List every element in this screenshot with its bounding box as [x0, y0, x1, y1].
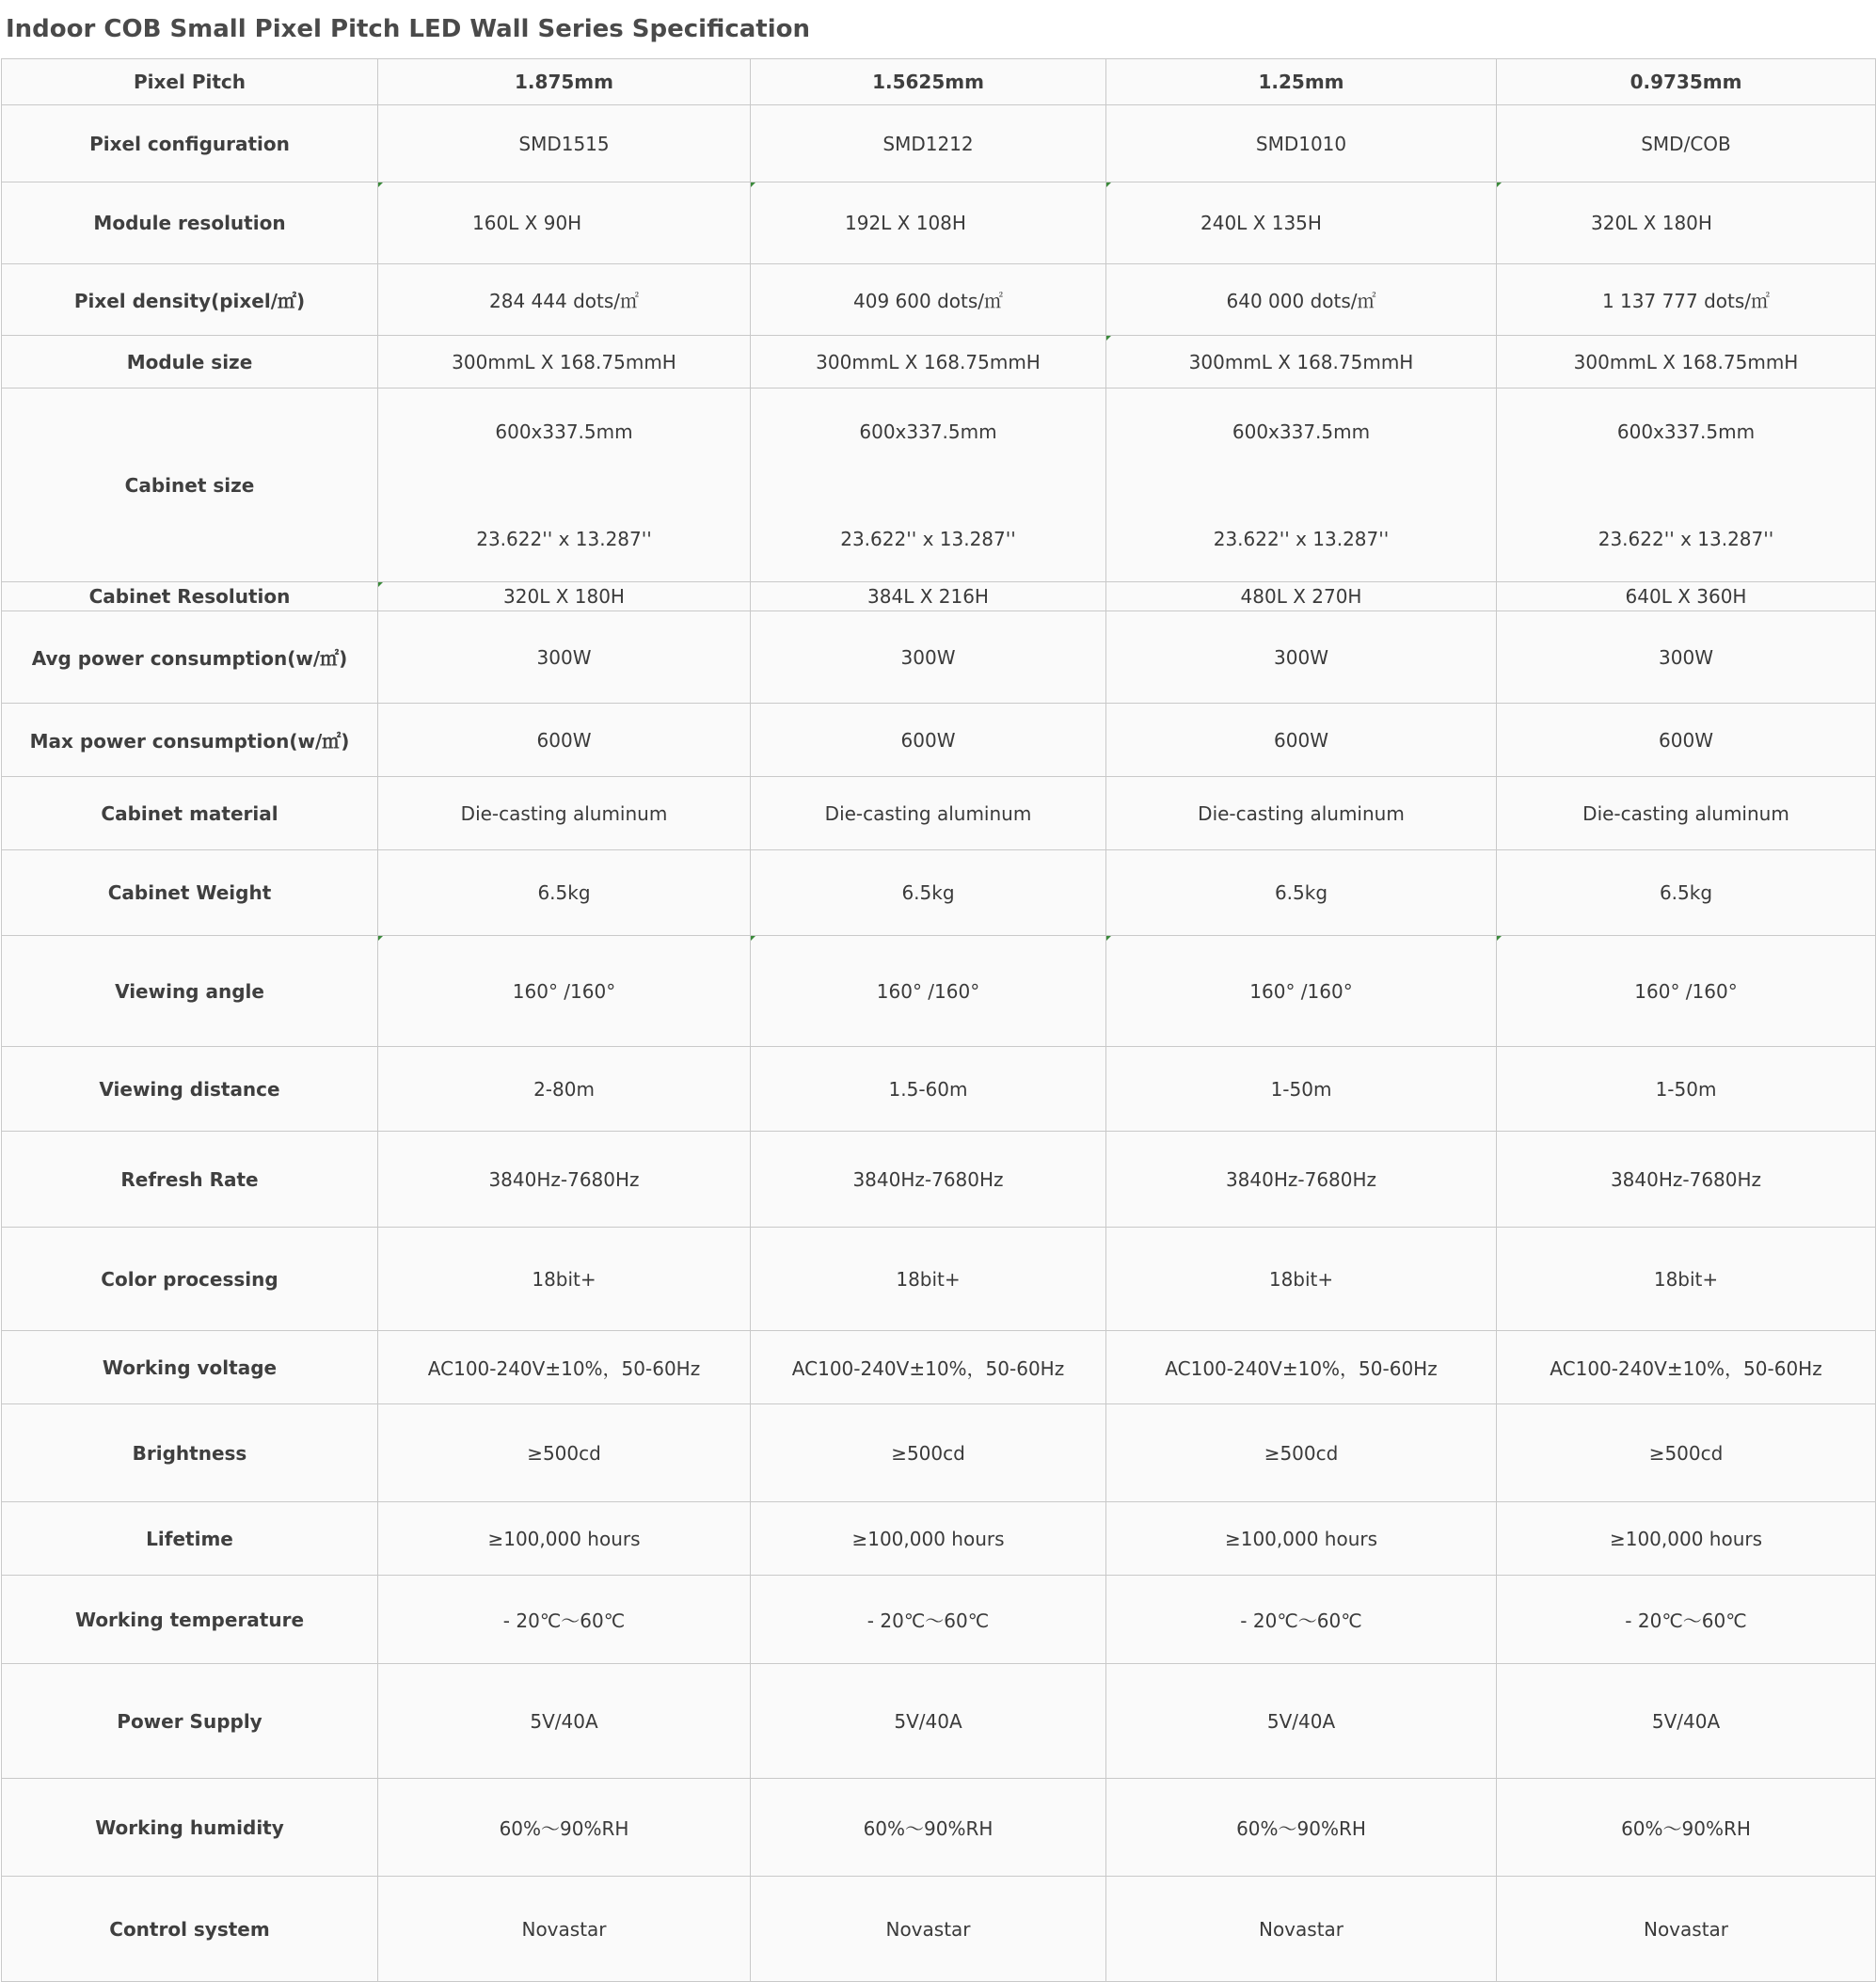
table-cell: 300mmL X 168.75mmH: [378, 336, 751, 388]
table-row: [2, 1779, 1876, 1877]
table-cell: 300W: [378, 611, 751, 704]
table-cell: 18bit+: [378, 1228, 751, 1331]
cabinet-size-imperial: 23.622'' x 13.287'': [840, 527, 1016, 550]
table-cell: ≥100,000 hours: [751, 1502, 1106, 1576]
table-row: [2, 1664, 1876, 1779]
table-cell: 6.5kg: [751, 850, 1106, 936]
table-cell: 600W: [378, 704, 751, 777]
table-cell: Novastar: [751, 1877, 1106, 1982]
row-label: Cabinet Weight: [2, 850, 378, 936]
page-title: Indoor COB Small Pixel Pitch LED Wall Series Specification: [6, 15, 811, 43]
row-label: Refresh Rate: [2, 1132, 378, 1228]
table-cell: SMD1010: [1106, 105, 1497, 182]
table-cell: 300W: [1497, 611, 1876, 704]
table-cell: 480L X 270H: [1106, 582, 1497, 611]
table-cell: 160° /160°: [751, 936, 1106, 1047]
table-cell: AC100-240V±10%，50-60Hz: [1497, 1331, 1876, 1404]
table-cell: 384L X 216H: [751, 582, 1106, 611]
table-row: [2, 936, 1876, 1047]
table-cell: Novastar: [1497, 1877, 1876, 1982]
row-label: Module resolution: [2, 182, 378, 264]
table-cell: ≥100,000 hours: [378, 1502, 751, 1576]
cabinet-size-imperial: 23.622'' x 13.287'': [1598, 527, 1774, 550]
cabinet-size-metric: 600x337.5mm: [495, 420, 633, 443]
table-cell: Novastar: [1106, 1877, 1497, 1982]
table-cell: ≥500cd: [378, 1404, 751, 1502]
cabinet-size-imperial: 23.622'' x 13.287'': [476, 527, 652, 550]
table-cell: ≥100,000 hours: [1106, 1502, 1497, 1576]
table-row: [2, 704, 1876, 777]
table-cell: [1106, 388, 1497, 582]
table-cell: 600W: [751, 704, 1106, 777]
table-cell: 3840Hz-7680Hz: [1497, 1132, 1876, 1228]
table-cell: ≥100,000 hours: [1497, 1502, 1876, 1576]
header-model: 1.875mm: [378, 59, 751, 105]
table-cell: ≥500cd: [1106, 1404, 1497, 1502]
table-cell: 192L X 108H: [751, 182, 1106, 264]
table-cell: [751, 388, 1106, 582]
table-cell: 60%～90%RH: [1497, 1779, 1876, 1877]
row-label: Module size: [2, 336, 378, 388]
table-cell: 1.5-60m: [751, 1047, 1106, 1132]
table-header-row: [2, 59, 1876, 105]
table-cell: Die-casting aluminum: [378, 777, 751, 850]
header-model: 1.25mm: [1106, 59, 1497, 105]
table-cell: Die-casting aluminum: [751, 777, 1106, 850]
row-label: Pixel configuration: [2, 105, 378, 182]
row-label: Working temperature: [2, 1576, 378, 1664]
row-label: Pixel density(pixel/㎡): [2, 264, 378, 336]
table-cell: - 20℃～60℃: [378, 1576, 751, 1664]
table-cell: Novastar: [378, 1877, 751, 1982]
cabinet-size-metric: 600x337.5mm: [859, 420, 997, 443]
table-cell: ≥500cd: [1497, 1404, 1876, 1502]
table-cell: AC100-240V±10%，50-60Hz: [378, 1331, 751, 1404]
table-cell: 600W: [1497, 704, 1876, 777]
table-cell: 160° /160°: [378, 936, 751, 1047]
row-label: Cabinet Resolution: [2, 582, 378, 611]
table-cell: 5V/40A: [1497, 1664, 1876, 1779]
table-row: [2, 105, 1876, 182]
table-cell: 300mmL X 168.75mmH: [1106, 336, 1497, 388]
table-row: [2, 1132, 1876, 1228]
row-label: Working voltage: [2, 1331, 378, 1404]
table-cell: 5V/40A: [1106, 1664, 1497, 1779]
table-cell: - 20℃～60℃: [1106, 1576, 1497, 1664]
table-cell: 5V/40A: [751, 1664, 1106, 1779]
table-cell: 160° /160°: [1497, 936, 1876, 1047]
spec-table: [1, 58, 1876, 1982]
row-label: Viewing angle: [2, 936, 378, 1047]
row-label: Viewing distance: [2, 1047, 378, 1132]
table-cell: 6.5kg: [1106, 850, 1497, 936]
table-cell: 284 444 dots/㎡: [378, 264, 751, 336]
table-cell: 18bit+: [751, 1228, 1106, 1331]
table-cell: 5V/40A: [378, 1664, 751, 1779]
table-row: [2, 336, 1876, 388]
table-cell: 640L X 360H: [1497, 582, 1876, 611]
table-cell: SMD1515: [378, 105, 751, 182]
table-cell: Die-casting aluminum: [1497, 777, 1876, 850]
table-cell: 6.5kg: [378, 850, 751, 936]
row-label: Max power consumption(w/㎡): [2, 704, 378, 777]
table-cell: - 20℃～60℃: [751, 1576, 1106, 1664]
table-cell: AC100-240V±10%，50-60Hz: [751, 1331, 1106, 1404]
table-row: [2, 264, 1876, 336]
row-label: Avg power consumption(w/㎡): [2, 611, 378, 704]
table-cell: SMD1212: [751, 105, 1106, 182]
table-row: [2, 1331, 1876, 1404]
table-cell: 2-80m: [378, 1047, 751, 1132]
table-cell: 3840Hz-7680Hz: [1106, 1132, 1497, 1228]
table-cell: 1 137 777 dots/㎡: [1497, 264, 1876, 336]
table-row: [2, 1502, 1876, 1576]
table-cell: 60%～90%RH: [751, 1779, 1106, 1877]
table-cell: SMD/COB: [1497, 105, 1876, 182]
table-cell: 300mmL X 168.75mmH: [1497, 336, 1876, 388]
table-cell: - 20℃～60℃: [1497, 1576, 1876, 1664]
table-row: [2, 1404, 1876, 1502]
table-cell: 3840Hz-7680Hz: [378, 1132, 751, 1228]
row-label: Working humidity: [2, 1779, 378, 1877]
table-cell: 160° /160°: [1106, 936, 1497, 1047]
table-cell: 300W: [1106, 611, 1497, 704]
cabinet-size-metric: 600x337.5mm: [1616, 420, 1756, 443]
table-cell: 240L X 135H: [1106, 182, 1497, 264]
table-cell: 60%～90%RH: [1106, 1779, 1497, 1877]
row-label: Lifetime: [2, 1502, 378, 1576]
row-label: Brightness: [2, 1404, 378, 1502]
table-cell: 60%～90%RH: [378, 1779, 751, 1877]
table-row: [2, 611, 1876, 704]
header-model: 0.9735mm: [1497, 59, 1876, 105]
header-label: Pixel Pitch: [2, 59, 378, 105]
row-label: Control system: [2, 1877, 378, 1982]
table-cell: Die-casting aluminum: [1106, 777, 1497, 850]
table-cell: ≥500cd: [751, 1404, 1106, 1502]
row-label: Cabinet size: [2, 388, 378, 582]
table-cell: 320L X 180H: [378, 582, 751, 611]
table-cell: 18bit+: [1106, 1228, 1497, 1331]
table-cell: 3840Hz-7680Hz: [751, 1132, 1106, 1228]
table-cell: 1-50m: [1497, 1047, 1876, 1132]
table-cell: 300mmL X 168.75mmH: [751, 336, 1106, 388]
table-row: [2, 777, 1876, 850]
row-label: Power Supply: [2, 1664, 378, 1779]
row-label: Color processing: [2, 1228, 378, 1331]
table-row: [2, 1228, 1876, 1331]
table-cell: 600W: [1106, 704, 1497, 777]
table-row: [2, 1576, 1876, 1664]
table-row: [2, 582, 1876, 611]
table-row: [2, 1047, 1876, 1132]
table-cell: 640 000 dots/㎡: [1106, 264, 1497, 336]
table-cell: AC100-240V±10%，50-60Hz: [1106, 1331, 1497, 1404]
table-cell: [1497, 388, 1876, 582]
row-label: Cabinet material: [2, 777, 378, 850]
table-cell: 18bit+: [1497, 1228, 1876, 1331]
header-model: 1.5625mm: [751, 59, 1106, 105]
table-cell: 409 600 dots/㎡: [751, 264, 1106, 336]
cabinet-size-metric: 600x337.5mm: [1232, 420, 1371, 443]
table-cell: 300W: [751, 611, 1106, 704]
table-row: [2, 388, 1876, 582]
table-cell: 6.5kg: [1497, 850, 1876, 936]
table-cell: [378, 388, 751, 582]
table-cell: 160L X 90H: [378, 182, 751, 264]
table-row: [2, 182, 1876, 264]
table-cell: 1-50m: [1106, 1047, 1497, 1132]
cabinet-size-imperial: 23.622'' x 13.287'': [1213, 527, 1390, 550]
table-row: [2, 850, 1876, 936]
table-row: [2, 1877, 1876, 1982]
table-cell: 320L X 180H: [1497, 182, 1876, 264]
